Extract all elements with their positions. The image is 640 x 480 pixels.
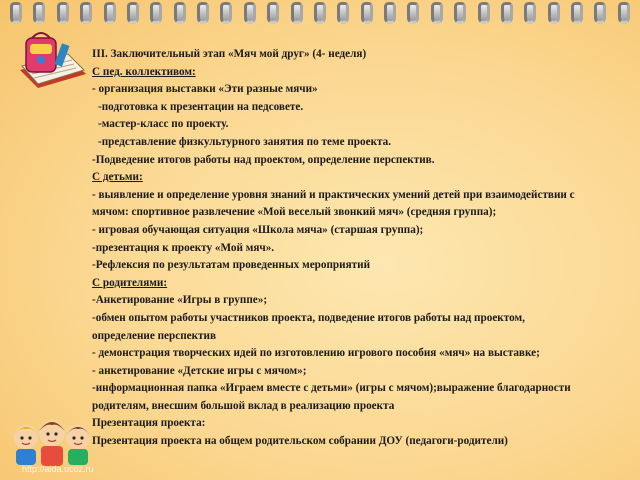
text-line: -обмен опытом работы участников проекта, подведение итогов работы над проектом, bbox=[92, 311, 525, 324]
spiral-ring bbox=[244, 2, 256, 24]
content-text-block bbox=[92, 46, 632, 451]
children-clipart-icon bbox=[8, 405, 94, 467]
text-line: -Подведение итогов работы над проектом, определение перспектив. bbox=[92, 153, 435, 166]
spiral-ring bbox=[10, 2, 22, 24]
spiral-ring bbox=[361, 2, 373, 24]
text-line: - выявление и определение уровня знаний и практических умений детей при взаимодействии с bbox=[92, 188, 575, 201]
spiral-ring bbox=[548, 2, 560, 24]
text-line: Презентация проекта на общем родительском собрании ДОУ (педагоги-родители) bbox=[92, 435, 508, 448]
spiral-ring bbox=[571, 2, 583, 24]
spiral-binding bbox=[0, 0, 640, 28]
spiral-ring bbox=[407, 2, 419, 24]
spiral-ring bbox=[478, 2, 490, 24]
text-line: - организация выставки «Эти разные мячи» bbox=[92, 83, 318, 96]
spiral-ring bbox=[314, 2, 326, 24]
text-line: С детьми: bbox=[92, 171, 143, 184]
spiral-ring bbox=[618, 2, 630, 24]
text-line: -подготовка к презентации на педсовете. bbox=[98, 100, 304, 113]
spiral-ring bbox=[80, 2, 92, 24]
spiral-ring bbox=[267, 2, 279, 24]
spiral-ring bbox=[337, 2, 349, 24]
text-line: С пед. коллективом: bbox=[92, 65, 196, 78]
text-line: -презентация к проекту «Мой мяч». bbox=[92, 241, 275, 254]
spiral-ring bbox=[127, 2, 139, 24]
spiral-ring bbox=[150, 2, 162, 24]
spiral-ring bbox=[501, 2, 513, 24]
spiral-ring bbox=[33, 2, 45, 24]
spiral-ring bbox=[454, 2, 466, 24]
text-line: - демонстрация творческих идей по изготовлению игрового пособия «мяч» на выставке; bbox=[92, 347, 540, 360]
text-line: мячом: спортивное развлечение «Мой веселый звонкий мяч» (средняя группа); bbox=[92, 206, 497, 219]
text-line: - анкетирование «Детские игры с мячом»; bbox=[92, 364, 307, 377]
spiral-ring bbox=[384, 2, 396, 24]
text-line: Презентация проекта: bbox=[92, 417, 206, 430]
footer-url: http://aida.ucoz.ru bbox=[22, 464, 94, 474]
text-line: -Анкетирование «Игры в группе»; bbox=[92, 294, 268, 307]
text-line: -информационная папка «Играем вместе с детьми» (игры с мячом);выражение благодарности bbox=[92, 382, 571, 395]
books-clipart-icon bbox=[12, 30, 92, 96]
spiral-ring bbox=[220, 2, 232, 24]
text-line: -Рефлексия по результатам проведенных мероприятий bbox=[92, 259, 371, 272]
text-line: С родителями: bbox=[92, 276, 168, 289]
spiral-ring bbox=[197, 2, 209, 24]
spiral-ring bbox=[594, 2, 606, 24]
text-line: -мастер-класс по проекту. bbox=[98, 118, 229, 131]
spiral-ring bbox=[524, 2, 536, 24]
text-line: III. Заключительный этап «Мяч мой друг» (4- неделя) bbox=[92, 48, 367, 60]
text-line: родителям, внесшим большой вклад в реализацию проекта bbox=[92, 399, 395, 412]
text-line: определение перспектив bbox=[92, 329, 217, 342]
spiral-ring bbox=[104, 2, 116, 24]
text-line: - игровая обучающая ситуация «Школа мяча» (старшая группа); bbox=[92, 223, 424, 236]
spiral-ring bbox=[57, 2, 69, 24]
spiral-ring bbox=[291, 2, 303, 24]
spiral-ring bbox=[174, 2, 186, 24]
text-line: -представление физкультурного занятия по теме проекта. bbox=[98, 135, 392, 148]
spiral-ring bbox=[431, 2, 443, 24]
